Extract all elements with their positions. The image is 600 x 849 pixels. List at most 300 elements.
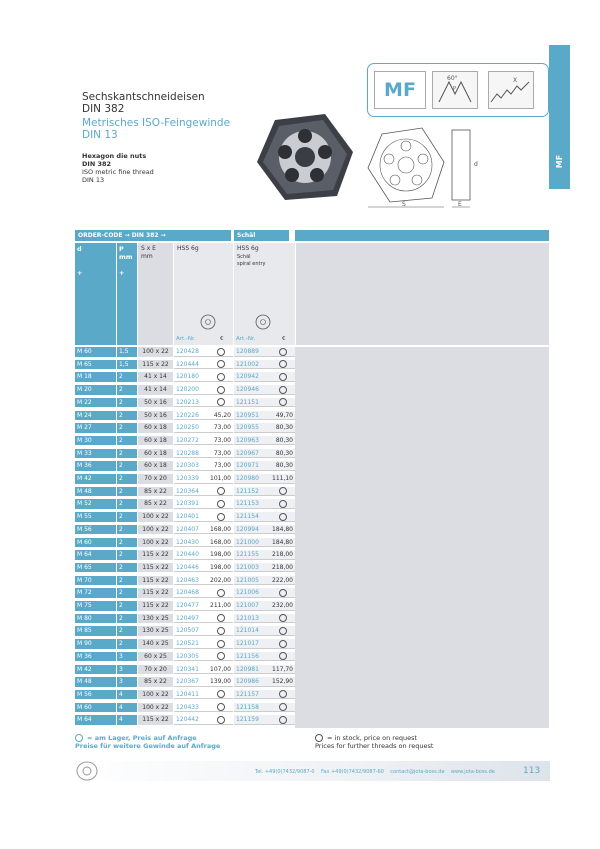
cell-a2[interactable]: 121154 [234, 512, 265, 522]
cell-a2[interactable]: 121151 [234, 398, 265, 408]
cell-p2 [265, 487, 295, 497]
col-hss1-header [174, 243, 233, 345]
circle-icon [75, 734, 83, 742]
cell-d: M 33 [75, 449, 116, 459]
cell-a2[interactable]: 121002 [234, 360, 265, 370]
cell-p1 [205, 614, 233, 624]
cell-d: M 65 [75, 360, 116, 370]
table-row [75, 487, 295, 497]
cell-d: M 65 [75, 563, 116, 573]
cell-p: 2 [117, 576, 137, 586]
cell-a2[interactable]: 120946 [234, 385, 265, 395]
cell-d: M 24 [75, 411, 116, 421]
cell-se: 100 x 22 [138, 525, 173, 535]
in-stock-icon [217, 500, 225, 508]
die-icon [199, 313, 217, 331]
in-stock-icon [217, 627, 225, 635]
in-stock-icon [217, 513, 225, 521]
table-row [75, 550, 295, 560]
cell-se: 60 x 18 [138, 423, 173, 433]
cell-d: M 42 [75, 665, 116, 675]
cell-a1[interactable]: 120367 [174, 677, 205, 687]
cell-p1 [205, 487, 233, 497]
cell-d: M 70 [75, 576, 116, 586]
title-de-line2: DIN 382 [82, 103, 125, 115]
title-de-line1: Sechskantschneideisen [82, 91, 205, 103]
table-row [75, 436, 295, 446]
cell-p1: 73,00 [205, 436, 233, 446]
cell-se: 100 x 22 [138, 703, 173, 713]
col-d-header [75, 243, 116, 345]
cell-p: 2 [117, 499, 137, 509]
cell-d: M 52 [75, 499, 116, 509]
cell-p2: 111,10 [265, 474, 295, 484]
cell-p2: 184,80 [265, 538, 295, 548]
cell-se: 85 x 22 [138, 499, 173, 509]
thread-code: MF [374, 71, 426, 109]
title-en-line2: DIN 382 [82, 160, 112, 168]
cell-a2[interactable]: 121155 [234, 550, 265, 560]
in-stock-icon [279, 487, 287, 495]
blank-header [295, 230, 549, 241]
cell-d: M 60 [75, 538, 116, 548]
cell-p2 [265, 372, 295, 382]
in-stock-icon [279, 703, 287, 711]
cell-se: 115 x 22 [138, 563, 173, 573]
table-row [75, 360, 295, 370]
cell-p: 2 [117, 449, 137, 459]
cell-a1[interactable]: 120364 [174, 487, 205, 497]
cell-a2[interactable]: 121000 [234, 538, 265, 548]
cell-se: 60 x 18 [138, 436, 173, 446]
contact-info: Tel. +49(0)7432/9087-0 Fax +49(0)7432/9087-60 contact@jota-boss.de www.jota-boss.de [255, 769, 495, 775]
angle-label: 60° [447, 75, 458, 82]
cell-se: 100 x 22 [138, 512, 173, 522]
cell-p1: 73,00 [205, 461, 233, 471]
cell-a2[interactable]: 121005 [234, 576, 265, 586]
in-stock-icon [279, 627, 287, 635]
cell-a2[interactable]: 121159 [234, 715, 265, 725]
col-se-unit: mm [141, 253, 153, 260]
cell-d: M 60 [75, 703, 116, 713]
cell-a1[interactable]: 120442 [174, 715, 205, 725]
cell-p2 [265, 398, 295, 408]
schael-header: Schäl [234, 230, 289, 241]
col-d-arrow: + [77, 269, 83, 277]
col-hss2-label: HSS 6g [237, 245, 259, 252]
cell-se: 115 x 22 [138, 576, 173, 586]
cell-a1[interactable]: 120477 [174, 601, 205, 611]
footnote-english [315, 734, 433, 750]
cell-d: M 27 [75, 423, 116, 433]
cell-a2[interactable]: 120942 [234, 372, 265, 382]
cell-d: M 60 [75, 347, 116, 357]
cell-a2[interactable]: 120963 [234, 436, 265, 446]
cell-p: 2 [117, 385, 137, 395]
cell-a1[interactable]: 120288 [174, 449, 205, 459]
table-row [75, 715, 295, 725]
cell-a2[interactable]: 120986 [234, 677, 265, 687]
cell-p: 1,5 [117, 360, 137, 370]
cell-p2 [265, 639, 295, 649]
cell-p1: 202,00 [205, 576, 233, 586]
cell-a2[interactable]: 120981 [234, 665, 265, 675]
cell-a2[interactable]: 121157 [234, 690, 265, 700]
cell-p2 [265, 652, 295, 662]
cell-d: M 80 [75, 614, 116, 624]
cell-a2[interactable]: 121156 [234, 652, 265, 662]
table-row [75, 665, 295, 675]
cell-a1[interactable]: 120497 [174, 614, 205, 624]
title-en-line1: Hexagon die nuts [82, 152, 147, 160]
table-row [75, 347, 295, 357]
in-stock-icon [217, 652, 225, 660]
in-stock-icon [217, 398, 225, 406]
cell-p2 [265, 588, 295, 598]
blank-body-area [295, 347, 549, 728]
cell-p2: 218,00 [265, 563, 295, 573]
cell-a2[interactable]: 120971 [234, 461, 265, 471]
x-label: X [513, 77, 518, 84]
cell-p: 2 [117, 372, 137, 382]
cell-a1[interactable]: 120213 [174, 398, 205, 408]
footnote-en-2: Prices for further threads on request [315, 742, 434, 750]
cell-p1: 73,00 [205, 449, 233, 459]
cell-d: M 85 [75, 626, 116, 636]
cell-a2[interactable]: 120980 [234, 474, 265, 484]
in-stock-icon [217, 386, 225, 394]
cell-a2[interactable]: 121006 [234, 588, 265, 598]
cell-se: 85 x 22 [138, 487, 173, 497]
cell-p: 2 [117, 461, 137, 471]
in-stock-icon [217, 614, 225, 622]
cell-p: 3 [117, 677, 137, 687]
cell-p: 1,5 [117, 347, 137, 357]
cell-p2 [265, 626, 295, 636]
cell-a2[interactable]: 120889 [234, 347, 265, 357]
e-label: E [458, 201, 462, 208]
cell-a1[interactable]: 120305 [174, 652, 205, 662]
cell-p: 2 [117, 398, 137, 408]
cell-se: 41 x 14 [138, 372, 173, 382]
cell-a1[interactable]: 120433 [174, 703, 205, 713]
cell-se: 115 x 22 [138, 360, 173, 370]
footnote-de-2: Preise für weitere Gewinde auf Anfrage [75, 742, 221, 750]
cell-p2 [265, 512, 295, 522]
cell-p2: 80,30 [265, 461, 295, 471]
cell-p2 [265, 614, 295, 624]
cell-d: M 56 [75, 690, 116, 700]
table-row [75, 614, 295, 624]
cell-p: 2 [117, 512, 137, 522]
cell-p1: 45,20 [205, 411, 233, 421]
cell-a2[interactable]: 121003 [234, 563, 265, 573]
cell-a1[interactable]: 120446 [174, 563, 205, 573]
cell-a2[interactable]: 121014 [234, 626, 265, 636]
cell-p: 2 [117, 436, 137, 446]
cell-p1 [205, 347, 233, 357]
cell-a2[interactable]: 120994 [234, 525, 265, 535]
cell-se: 115 x 22 [138, 601, 173, 611]
cell-p1 [205, 715, 233, 725]
cell-p1 [205, 499, 233, 509]
cell-se: 70 x 20 [138, 665, 173, 675]
cell-a2[interactable]: 121152 [234, 487, 265, 497]
footnote-german [75, 734, 220, 750]
cell-p2: 80,30 [265, 436, 295, 446]
section-tab[interactable] [549, 45, 570, 189]
hex-die-image [255, 112, 355, 202]
cell-se: 130 x 25 [138, 626, 173, 636]
cell-a1[interactable]: 120272 [174, 436, 205, 446]
cell-p2 [265, 715, 295, 725]
cell-a1[interactable]: 120507 [174, 626, 205, 636]
cell-se: 100 x 22 [138, 347, 173, 357]
cell-a2[interactable]: 120967 [234, 449, 265, 459]
cell-se: 85 x 22 [138, 677, 173, 687]
cell-p1 [205, 385, 233, 395]
in-stock-icon [217, 487, 225, 495]
cell-p2: 117,70 [265, 665, 295, 675]
cell-a1[interactable]: 120339 [174, 474, 205, 484]
cell-p: 2 [117, 411, 137, 421]
cell-a1[interactable]: 120303 [174, 461, 205, 471]
table-row [75, 576, 295, 586]
cell-p: 2 [117, 550, 137, 560]
in-stock-icon [217, 373, 225, 381]
cell-d: M 55 [75, 512, 116, 522]
cell-p: 2 [117, 626, 137, 636]
cell-a1[interactable]: 120226 [174, 411, 205, 421]
company-logo [76, 761, 98, 781]
cell-a1[interactable]: 120407 [174, 525, 205, 535]
cell-a2[interactable]: 121158 [234, 703, 265, 713]
cell-se: 140 x 25 [138, 639, 173, 649]
cell-p1 [205, 360, 233, 370]
title-thread [82, 117, 230, 141]
cell-a1[interactable]: 120430 [174, 538, 205, 548]
footnote-en-1: = in stock, price on request [327, 734, 418, 742]
art-nr-label: Art.-Nr. [176, 336, 196, 342]
title-german [82, 91, 205, 115]
cell-p1 [205, 639, 233, 649]
cell-se: 100 x 22 [138, 538, 173, 548]
section-tab-label: MF [555, 154, 564, 169]
in-stock-icon [279, 589, 287, 597]
cell-a1[interactable]: 120200 [174, 385, 205, 395]
cell-p: 2 [117, 474, 137, 484]
cell-a1[interactable]: 120180 [174, 372, 205, 382]
in-stock-icon [279, 398, 287, 406]
cell-se: 130 x 25 [138, 614, 173, 624]
table-row [75, 652, 295, 662]
col-p-arrow: + [119, 269, 125, 277]
cell-p2 [265, 690, 295, 700]
cell-p1 [205, 703, 233, 713]
cell-p2 [265, 499, 295, 509]
cell-p1 [205, 690, 233, 700]
cell-a2[interactable]: 121153 [234, 499, 265, 509]
table-row [75, 588, 295, 598]
technical-drawing [362, 122, 492, 212]
table-row [75, 563, 295, 573]
in-stock-icon [217, 690, 225, 698]
cell-se: 70 x 20 [138, 474, 173, 484]
in-stock-icon [279, 640, 287, 648]
cell-a1[interactable]: 120444 [174, 360, 205, 370]
cell-p1 [205, 626, 233, 636]
col-se-label: S x E [141, 245, 156, 252]
cell-se: 50 x 16 [138, 411, 173, 421]
title-english [82, 152, 154, 184]
table-row [75, 690, 295, 700]
cell-a2[interactable]: 121007 [234, 601, 265, 611]
cell-se: 115 x 22 [138, 715, 173, 725]
cell-a1[interactable]: 120440 [174, 550, 205, 560]
cell-d: M 48 [75, 677, 116, 687]
cell-a1[interactable]: 120391 [174, 499, 205, 509]
thread-type-badge [367, 63, 549, 117]
table-row [75, 512, 295, 522]
in-stock-icon [279, 500, 287, 508]
in-stock-icon [217, 348, 225, 356]
cell-a2[interactable]: 121017 [234, 639, 265, 649]
cell-a1[interactable]: 120250 [174, 423, 205, 433]
table-row [75, 639, 295, 649]
in-stock-icon [279, 716, 287, 724]
col-p-label: P [119, 245, 124, 253]
table-row [75, 398, 295, 408]
spiral-die-icon [254, 313, 272, 331]
in-stock-icon [217, 360, 225, 368]
in-stock-icon [279, 513, 287, 521]
cell-d: M 56 [75, 525, 116, 535]
cell-p: 2 [117, 614, 137, 624]
cell-p: 2 [117, 525, 137, 535]
cell-se: 115 x 22 [138, 550, 173, 560]
cell-p1 [205, 398, 233, 408]
cell-p2: 222,00 [265, 576, 295, 586]
cell-p: 2 [117, 588, 137, 598]
table-row [75, 372, 295, 382]
cell-p: 2 [117, 423, 137, 433]
table-row [75, 601, 295, 611]
thread-angle-icon [432, 71, 478, 109]
table-row [75, 703, 295, 713]
cell-p1 [205, 372, 233, 382]
cell-p1: 168,00 [205, 538, 233, 548]
in-stock-icon [217, 703, 225, 711]
cell-p2: 49,70 [265, 411, 295, 421]
euro-label-2: € [282, 336, 286, 342]
cell-p1: 198,00 [205, 563, 233, 573]
cell-p2: 232,00 [265, 601, 295, 611]
title-blue-line1: Metrisches ISO-Feingewinde [82, 117, 231, 129]
cell-p: 2 [117, 538, 137, 548]
cell-p1: 101,00 [205, 474, 233, 484]
cell-se: 50 x 16 [138, 398, 173, 408]
cell-a1[interactable]: 120341 [174, 665, 205, 675]
table-row [75, 474, 295, 484]
cell-a1[interactable]: 120411 [174, 690, 205, 700]
cell-p: 2 [117, 639, 137, 649]
col-se-header [138, 243, 173, 345]
cell-se: 100 x 22 [138, 690, 173, 700]
title-blue-line2: DIN 13 [82, 129, 118, 141]
in-stock-icon [279, 373, 287, 381]
s-label: S [402, 201, 406, 208]
table-row [75, 423, 295, 433]
cell-p2: 80,30 [265, 423, 295, 433]
cell-p2 [265, 385, 295, 395]
cell-a1[interactable]: 120401 [174, 512, 205, 522]
table-row [75, 499, 295, 509]
cell-p: 2 [117, 563, 137, 573]
cell-d: M 75 [75, 601, 116, 611]
cell-p1: 139,00 [205, 677, 233, 687]
euro-label: € [220, 336, 224, 342]
table-row [75, 411, 295, 421]
cell-a2[interactable]: 120955 [234, 423, 265, 433]
cell-d: M 72 [75, 588, 116, 598]
cell-d: M 18 [75, 372, 116, 382]
footnote-de-1: = am Lager, Preis auf Anfrage [87, 734, 197, 742]
cell-p2: 80,30 [265, 449, 295, 459]
title-en-line3: ISO metric fine thread [82, 168, 154, 176]
cell-a1[interactable]: 120468 [174, 588, 205, 598]
cell-d: M 20 [75, 385, 116, 395]
cell-p: 4 [117, 715, 137, 725]
cell-a2[interactable]: 121013 [234, 614, 265, 624]
cell-p1: 107,00 [205, 665, 233, 675]
cell-a2[interactable]: 120951 [234, 411, 265, 421]
cell-d: M 30 [75, 436, 116, 446]
title-en-line4: DIN 13 [82, 176, 105, 184]
in-stock-icon [217, 589, 225, 597]
col-p-header [117, 243, 137, 345]
cell-a1[interactable]: 120428 [174, 347, 205, 357]
cell-d: M 64 [75, 550, 116, 560]
cell-se: 115 x 22 [138, 588, 173, 598]
cell-se: 60 x 18 [138, 449, 173, 459]
cell-p2 [265, 347, 295, 357]
circle-icon [315, 734, 323, 742]
cell-p: 4 [117, 690, 137, 700]
cell-d: M 22 [75, 398, 116, 408]
cell-a1[interactable]: 120463 [174, 576, 205, 586]
cell-se: 60 x 25 [138, 652, 173, 662]
cell-d: M 36 [75, 461, 116, 471]
col-hss2-sub2: spiral entry [237, 261, 266, 267]
cell-p1: 211,00 [205, 601, 233, 611]
cell-p2: 218,00 [265, 550, 295, 560]
thread-profile-icon [488, 71, 534, 109]
cell-p2: 184,80 [265, 525, 295, 535]
cell-se: 60 x 18 [138, 461, 173, 471]
cell-d: M 90 [75, 639, 116, 649]
in-stock-icon [279, 348, 287, 356]
table-row [75, 525, 295, 535]
table-row [75, 626, 295, 636]
in-stock-icon [217, 716, 225, 724]
col-hss2-sub1: Schäl [237, 254, 251, 260]
page-number: 113 [523, 766, 541, 776]
col-p-unit: mm [119, 253, 133, 261]
cell-a1[interactable]: 120521 [174, 639, 205, 649]
col-hss2-header [234, 243, 295, 345]
d-label: d [474, 161, 478, 168]
cell-p: 3 [117, 652, 137, 662]
